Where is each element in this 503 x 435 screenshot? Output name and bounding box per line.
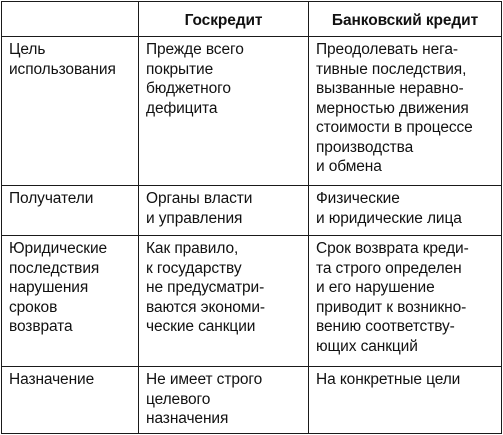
header-cell-goskredit: Госкредит <box>138 2 308 36</box>
bank-credit-cell: Физические и юридические лица <box>308 186 501 235</box>
row-label: Получатели <box>9 190 94 207</box>
table-row <box>2 36 501 185</box>
row-label: Юридические последствия нарушения сроков возврата <box>9 240 108 335</box>
bank-credit-cell: Преодолевать нега- тивные последствия, вызванные неравно- мерностью движения стоимости в процессе производства и обмена <box>308 37 501 185</box>
bank-credit-cell: На конкретные цели <box>308 367 501 433</box>
goskredit-cell: Органы власти и управления <box>138 186 308 235</box>
table-row <box>2 235 501 366</box>
table-row <box>2 366 501 433</box>
header-cell-bank-credit: Банковский кредит <box>308 2 501 36</box>
bank-credit-cell: Срок возврата креди- та строго определен и его нарушение приводит к возникно- вению соответству- ющих санкций <box>308 236 501 366</box>
goskredit-cell: Прежде всего покрытие бюджетного дефицита <box>138 37 308 185</box>
table-row <box>2 185 501 235</box>
header-cell-empty <box>2 2 138 36</box>
goskredit-cell: Как правило, к государству не предусматри- ваются экономи- ческие санкции <box>138 236 308 366</box>
table-header-row <box>2 2 501 36</box>
comparison-table <box>1 1 502 434</box>
row-label: Назначение <box>9 371 95 388</box>
goskredit-cell: Не имеет строго целевого назначения <box>138 367 308 433</box>
row-label: Цель использования <box>9 41 116 78</box>
